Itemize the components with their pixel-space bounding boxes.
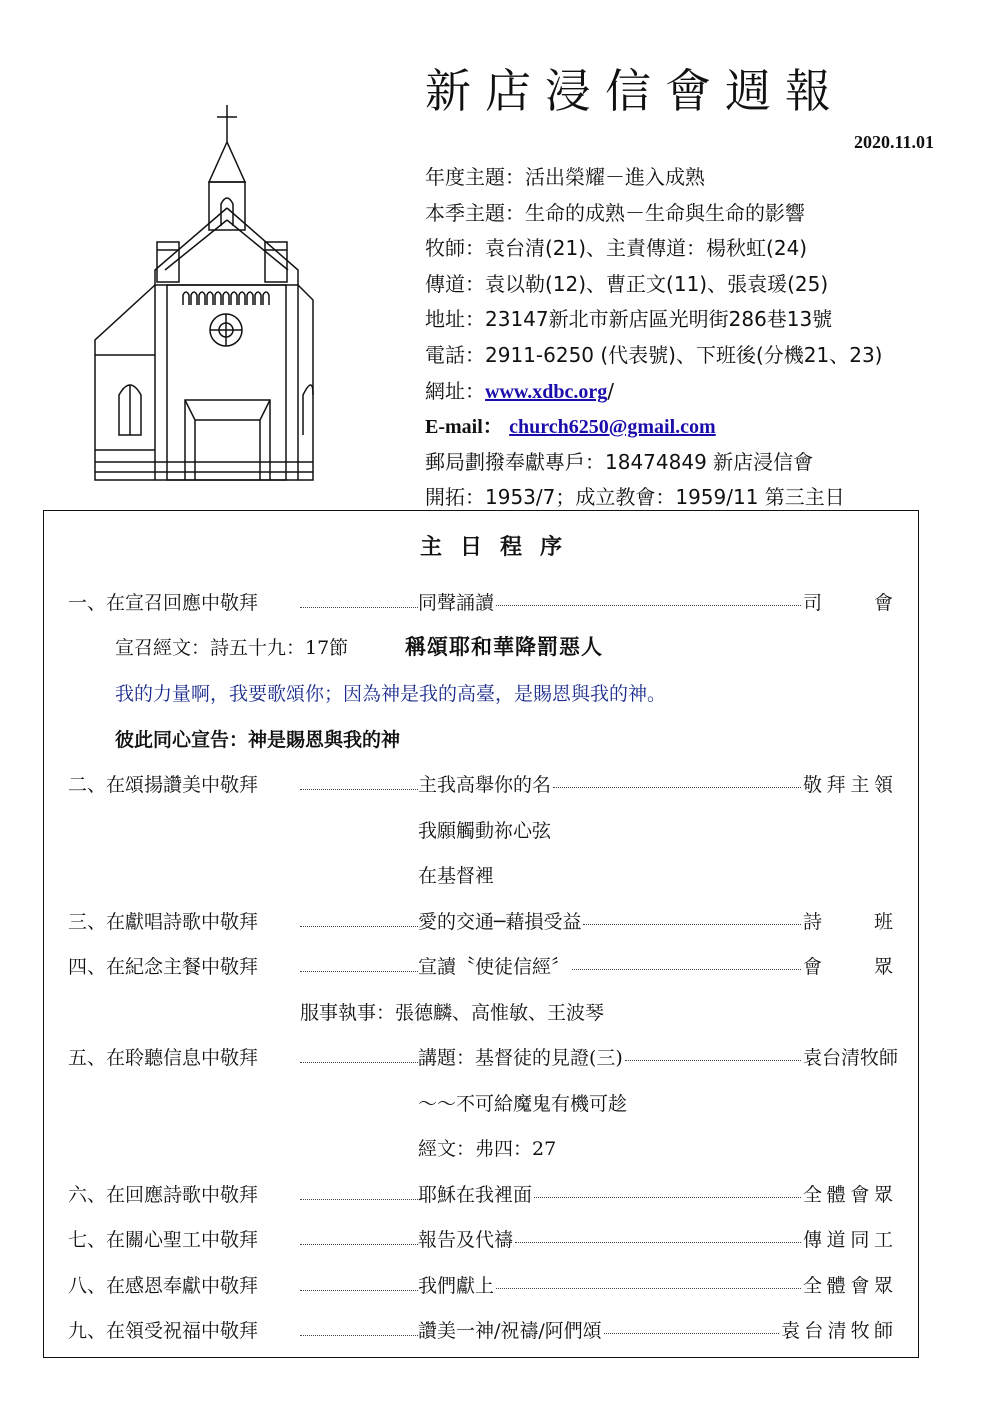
bulletin-title: 新店浸信會週報 bbox=[425, 64, 845, 118]
row-item: 同聲誦讀 bbox=[418, 592, 495, 614]
row-item: 我們獻上 bbox=[418, 1275, 495, 1297]
email-line bbox=[425, 409, 985, 445]
row-person: 敬拜主領 bbox=[803, 774, 893, 796]
song-2: 我願觸動祢心弦 bbox=[418, 820, 552, 842]
row-name: 七、在關心聖工中敬拜 bbox=[68, 1229, 259, 1251]
call-verse: 我的力量啊，我要歌頌你；因為神是我的高臺，是賜恩與我的神。 bbox=[115, 683, 667, 705]
program-row bbox=[68, 1043, 899, 1073]
row-item: 講題：基督徒的見證(三) bbox=[418, 1047, 623, 1069]
row-person: 全體會眾 bbox=[803, 1184, 893, 1206]
row-item: 讚美一神/祝禱/阿們頌 bbox=[418, 1320, 602, 1342]
row-person: 會眾 bbox=[803, 956, 893, 978]
row-name: 二、在頌揚讚美中敬拜 bbox=[68, 774, 259, 796]
row-person: 全體會眾 bbox=[803, 1275, 893, 1297]
bulletin-date: 2020.11.01 bbox=[853, 132, 934, 152]
season-theme: 本季主題：生命的成熟－生命與生命的影響 bbox=[425, 200, 805, 225]
address-line: 地址：23147新北市新店區光明街286巷13號 bbox=[425, 307, 833, 332]
row-name: 四、在紀念主餐中敬拜 bbox=[68, 956, 259, 978]
website-suffix: / bbox=[607, 378, 614, 403]
program-row bbox=[68, 770, 893, 800]
program-row bbox=[68, 1316, 893, 1346]
row-person: 司會 bbox=[803, 592, 893, 614]
row-person: 詩班 bbox=[803, 911, 893, 933]
row-item: 愛的交通─藉損受益 bbox=[418, 911, 582, 933]
call-heading: 稱頌耶和華降罰惡人 bbox=[405, 634, 603, 659]
website-line bbox=[425, 374, 985, 410]
church-info bbox=[425, 160, 985, 516]
row-name: 九、在領受祝福中敬拜 bbox=[68, 1320, 259, 1342]
postal-line: 郵局劃撥奉獻專戶：18474849 新店浸信會 bbox=[425, 449, 814, 474]
servers: 服事執事：張德麟、高惟敏、王波琴 bbox=[300, 1002, 605, 1024]
program-row bbox=[68, 952, 893, 982]
row-person: 傳道同工 bbox=[803, 1229, 893, 1251]
program-title: 主日程序 bbox=[419, 534, 580, 560]
row-name: 一、在宣召回應中敬拜 bbox=[68, 592, 259, 614]
founded-line: 開拓：1953/7；成立教會：1959/11 第三主日 bbox=[425, 485, 845, 510]
row-item: 宣讀〝使徒信經〞 bbox=[418, 956, 571, 978]
row-item: 報告及代禱 bbox=[418, 1229, 514, 1251]
church-illustration bbox=[85, 100, 315, 485]
row-name: 八、在感恩奉獻中敬拜 bbox=[68, 1275, 259, 1297]
sermon-scripture: 經文：弗四：27 bbox=[418, 1138, 557, 1160]
email-link[interactable]: church6250@gmail.com bbox=[509, 416, 716, 439]
program-row bbox=[68, 907, 893, 937]
email-label: E-mail： bbox=[425, 416, 503, 439]
phone-line: 電話：2911-6250 (代表號)、下班後(分機21、23) bbox=[425, 342, 883, 367]
row-person: 袁台清牧師 bbox=[803, 1047, 899, 1069]
call-scripture: 宣召經文：詩五十九：17節 bbox=[115, 637, 349, 659]
website-link[interactable]: www.xdbc.org bbox=[485, 380, 608, 403]
declaration: 彼此同心宣告：神是賜恩與我的神 bbox=[115, 729, 401, 751]
row-person: 袁台清牧師 bbox=[781, 1320, 893, 1342]
program-row bbox=[68, 1225, 893, 1255]
program-row bbox=[68, 588, 893, 618]
website-label: 網址： bbox=[425, 378, 485, 403]
row-name: 五、在聆聽信息中敬拜 bbox=[68, 1047, 259, 1069]
year-theme: 年度主題：活出榮耀－進入成熟 bbox=[425, 165, 705, 189]
row-name: 三、在獻唱詩歌中敬拜 bbox=[68, 911, 259, 933]
preachers-line: 傳道：袁以勒(12)、曹正文(11)、張袁瑗(25) bbox=[425, 271, 829, 296]
row-item: 耶穌在我裡面 bbox=[418, 1184, 533, 1206]
row-name: 六、在回應詩歌中敬拜 bbox=[68, 1184, 259, 1206]
sermon-subtitle: ～～不可給魔鬼有機可趁 bbox=[418, 1093, 628, 1115]
row-item: 主我高舉你的名 bbox=[418, 774, 552, 796]
program-row bbox=[68, 1271, 893, 1301]
song-3: 在基督裡 bbox=[418, 865, 495, 887]
pastor-line: 牧師：袁台清(21)、主責傳道：楊秋虹(24) bbox=[425, 236, 808, 261]
program-row bbox=[68, 1180, 893, 1210]
